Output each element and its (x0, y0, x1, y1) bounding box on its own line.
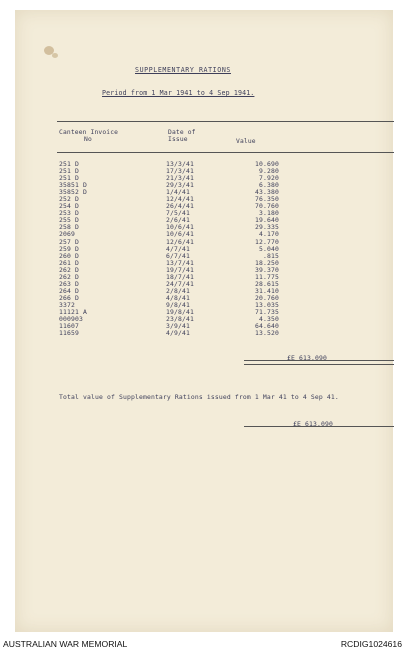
invoice-cell: 258 D (59, 223, 79, 232)
date-cell: 7/5/41 (166, 209, 190, 218)
value-cell: 4.170 (259, 230, 279, 239)
value-cell: 43.380 (255, 188, 279, 197)
invoice-cell: 251 D (59, 160, 79, 168)
date-cell: 29/3/41 (166, 181, 194, 190)
invoice-cell: 11121 A (59, 307, 87, 316)
value-cell: 6.380 (259, 181, 279, 190)
value-cell: 12.770 (255, 237, 279, 246)
invoice-cell: 259 D (59, 244, 79, 253)
grand-total-rule (244, 426, 394, 427)
value-cell: 4.350 (259, 315, 279, 324)
date-cell: 24/7/41 (166, 279, 194, 288)
invoice-cell: 000903 (59, 315, 83, 324)
header-rule-bottom (57, 152, 394, 153)
value-cell: 76.350 (255, 195, 279, 204)
value-cell: 20.760 (255, 293, 279, 302)
footer-id: RCDIG1024616 (340, 639, 402, 649)
invoice-cell: 35852 D (59, 188, 87, 197)
total-text: Total value of Supplementary Rations issued from 1 Mar 41 to 4 Sep 41. (59, 393, 339, 401)
invoice-cell: 257 D (59, 237, 79, 246)
value-cell: 19.640 (255, 216, 279, 225)
value-cell: 64.640 (255, 322, 279, 331)
value-cell: 7.920 (259, 174, 279, 183)
invoice-cell: 262 D (59, 272, 79, 281)
grand-total-value: £E 613.090 (293, 420, 333, 428)
invoice-cell: 261 D (59, 258, 79, 267)
invoice-cell: 252 D (59, 195, 79, 204)
date-cell: 4/7/41 (166, 244, 190, 253)
date-cell: 26/4/41 (166, 202, 194, 211)
date-cell: 12/4/41 (166, 195, 194, 204)
value-cell: 29.335 (255, 223, 279, 232)
date-cell: 13/7/41 (166, 258, 194, 267)
date-cell: 2/6/41 (166, 216, 190, 225)
invoice-cell: 35851 D (59, 181, 87, 190)
date-cell: 2/8/41 (166, 286, 190, 295)
date-cell: 10/6/41 (166, 223, 194, 232)
value-cell: 3.180 (259, 209, 279, 218)
invoice-cell: 11659 (59, 329, 79, 338)
invoice-cell: 3372 (59, 300, 75, 309)
value-cell: 9.280 (259, 167, 279, 176)
document-title: SUPPLEMENTARY RATIONS (135, 66, 231, 74)
value-cell: 39.370 (255, 265, 279, 274)
paper-stain (52, 53, 58, 58)
date-cell: 10/6/41 (166, 230, 194, 239)
date-cell: 4/8/41 (166, 293, 190, 302)
invoice-cell: 254 D (59, 202, 79, 211)
value-cell: 10.690 (255, 160, 279, 168)
date-cell: 19/8/41 (166, 307, 194, 316)
header-invoice-no: No (84, 136, 92, 143)
invoice-cell: 2069 (59, 230, 75, 239)
date-cell: 19/7/41 (166, 265, 194, 274)
table-row (0, 330, 405, 337)
value-cell: 28.615 (255, 279, 279, 288)
invoice-cell: 255 D (59, 216, 79, 225)
invoice-cell: 253 D (59, 209, 79, 218)
date-cell: 13/3/41 (166, 160, 194, 168)
value-cell: 13.520 (255, 329, 279, 338)
invoice-cell: 263 D (59, 279, 79, 288)
value-cell: 5.040 (259, 244, 279, 253)
invoice-cell: 266 D (59, 293, 79, 302)
date-cell: 21/3/41 (166, 174, 194, 183)
subtotal-value: £E 613.090 (287, 354, 327, 362)
subtotal-rule-lower (244, 364, 394, 365)
date-cell: 3/9/41 (166, 322, 190, 331)
header-value: Value (236, 138, 256, 145)
header-date-issue: Issue (168, 136, 188, 143)
date-cell: 9/8/41 (166, 300, 190, 309)
ration-table (0, 161, 405, 337)
invoice-cell: 11607 (59, 322, 79, 331)
date-cell: 17/3/41 (166, 167, 194, 176)
date-cell: 6/7/41 (166, 251, 190, 260)
invoice-cell: 251 D (59, 174, 79, 183)
header-date: Date of (168, 129, 196, 136)
date-cell: 12/6/41 (166, 237, 194, 246)
date-cell: 18/7/41 (166, 272, 194, 281)
date-cell: 23/8/41 (166, 315, 194, 324)
value-cell: 11.775 (255, 272, 279, 281)
value-cell: 18.250 (255, 258, 279, 267)
value-cell: .815 (263, 251, 279, 260)
value-cell: 31.410 (255, 286, 279, 295)
date-cell: 4/9/41 (166, 329, 190, 338)
invoice-cell: 251 D (59, 167, 79, 176)
invoice-cell: 262 D (59, 265, 79, 274)
value-cell: 13.035 (255, 300, 279, 309)
value-cell: 70.760 (255, 202, 279, 211)
footer-credit: AUSTRALIAN WAR MEMORIAL (3, 639, 128, 649)
header-rule-top (57, 121, 394, 122)
period-line: Period from 1 Mar 1941 to 4 Sep 1941. (102, 89, 255, 97)
date-cell: 1/4/41 (166, 188, 190, 197)
value-cell: 71.735 (255, 307, 279, 316)
header-invoice: Canteen Invoice (59, 129, 119, 136)
invoice-cell: 264 D (59, 286, 79, 295)
invoice-cell: 260 D (59, 251, 79, 260)
